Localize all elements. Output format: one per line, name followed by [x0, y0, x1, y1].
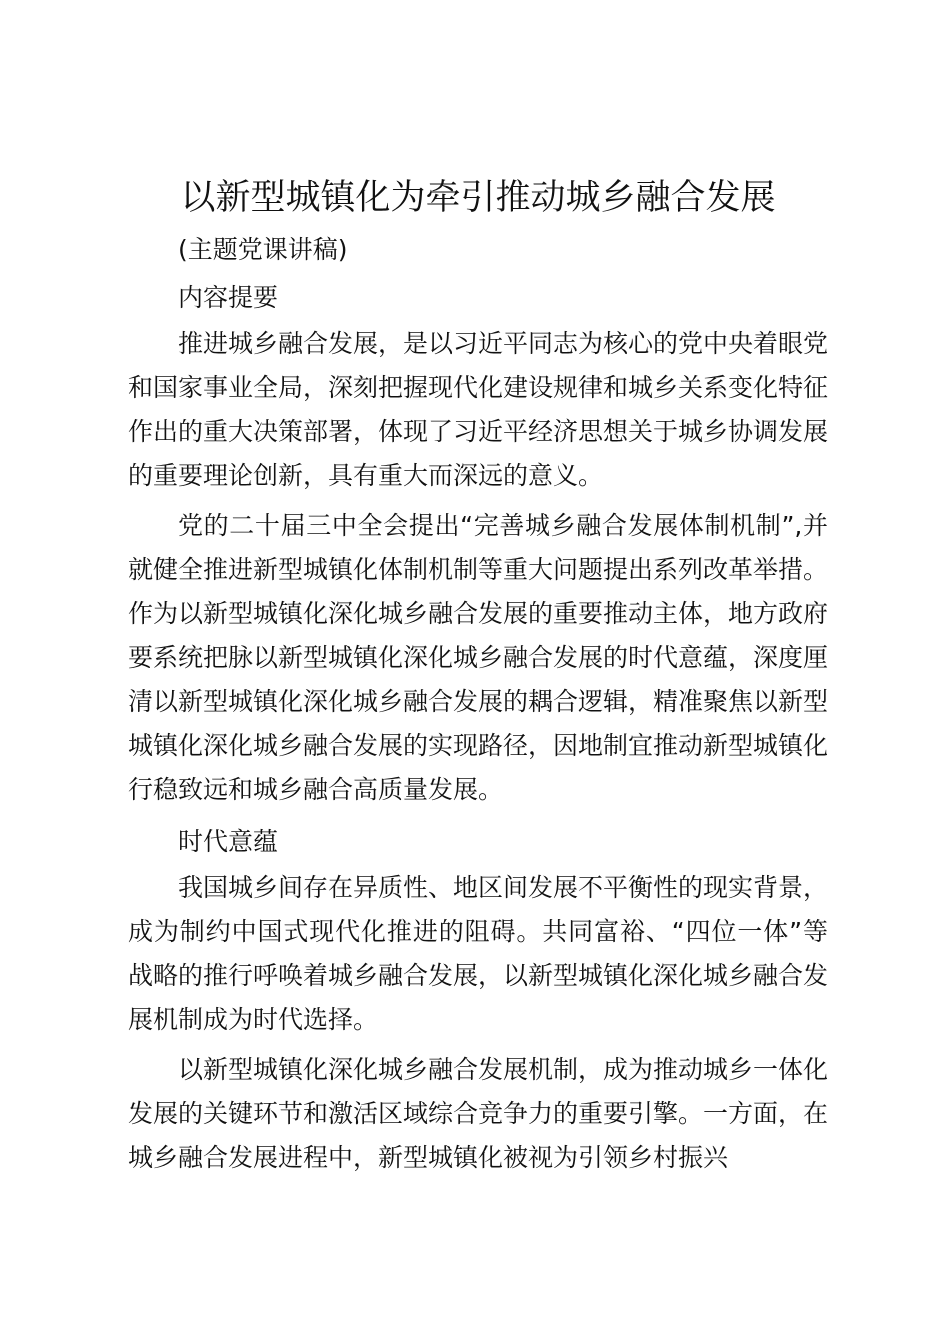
paragraph: 党的二十届三中全会提出“完善城乡融合发展体制机制”,并就健全推进新型城镇化体制机制等重大问题提出系列改革举措。作为以新型城镇化深化城乡融合发展的重要推动主体，地方政府要系统把脉以新型城镇化深化城乡融合发展的时代意蕴，深度厘清以新型城镇化深化城乡融合发展的耦合逻辑，精准聚焦以新型城镇化深化城乡融合发展的实现路径，因地制宜推动新型城镇化行稳致远和城乡融合高质量发展。	[128, 511, 829, 804]
document-title: 以新型城镇化为牵引推动城乡融合发展	[180, 178, 776, 218]
document-page	[128, 170, 828, 1186]
paragraph: 以新型城镇化深化城乡融合发展机制，成为推动城乡一体化发展的关键环节和激活区域综合竞争力的重要引擎。一方面，在城乡融合发展进程中，新型城镇化被视为引领乡村振兴	[128, 1055, 829, 1172]
paragraph: 我国城乡间存在异质性、地区间发展不平衡性的现实背景，成为制约中国式现代化推进的阻碍。共同富裕、“四位一体”等战略的推行呼唤着城乡融合发展，以新型城镇化深化城乡融合发展机制成为时代选择。	[128, 873, 829, 1034]
section-heading-summary: 内容提要	[178, 283, 279, 312]
section-heading-significance: 时代意蕴	[178, 827, 279, 856]
document-subtitle: (主题党课讲稿)	[178, 235, 348, 264]
paragraph: 推进城乡融合发展，是以习近平同志为核心的党中央着眼党和国家事业全局，深刻把握现代化建设规律和城乡关系变化特征作出的重大决策部署，体现了习近平经济思想关于城乡协调发展的重要理论创新，具有重大而深远的意义。	[128, 329, 829, 490]
